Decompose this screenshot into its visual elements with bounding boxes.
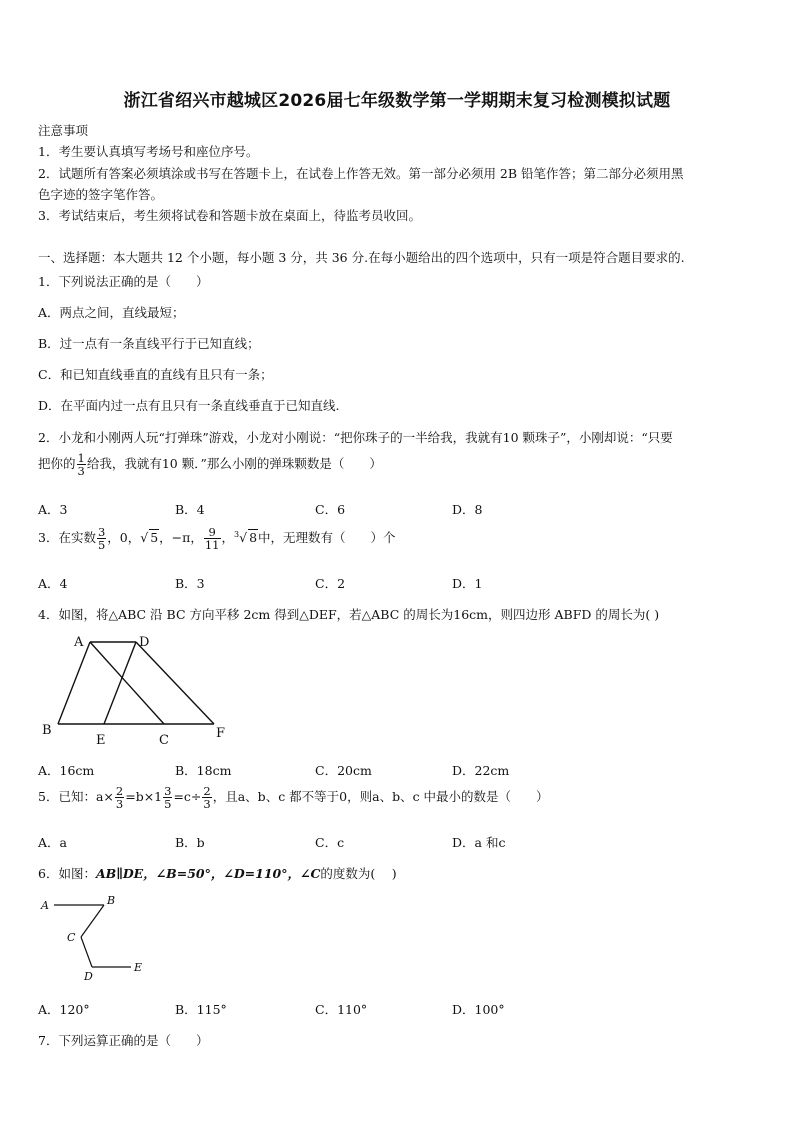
q4-label-c: C (159, 733, 169, 748)
q1-option-c: C．和已知直线垂直的直线有且只有一条； (38, 367, 273, 382)
section-heading: 一、选择题：本大题共 12 个小题，每小题 3 分，共 36 分.在每小题给出的四个选项中，只有一项是符合题目要求的. (38, 250, 685, 265)
q3-frac1-num: 3 (97, 525, 106, 539)
notice-item-3: 3．考试结束后，考生须将试卷和答题卡放在桌面上，待监考员收回。 (38, 208, 421, 223)
q3-zero: ，0， (107, 530, 141, 546)
q6-expression: AB∥DE，∠B=50°，∠D=110°，∠C (95, 866, 321, 881)
q3-pre: 3．在实数 (38, 530, 96, 546)
q3-neg-pi: ，−π， (159, 530, 203, 546)
q5-frac1-den: 3 (115, 797, 124, 812)
q5-fraction-2 (163, 785, 172, 810)
q6-option-a: A．120° (38, 1002, 90, 1017)
q1-stem: 1．下列说法正确的是（ ） (38, 274, 209, 289)
q3-frac2-den: 11 (204, 538, 220, 553)
q4-label-b: B (42, 723, 52, 738)
q3-sqrt-sign: √ (140, 530, 149, 546)
q4-segment-ac (90, 642, 164, 724)
q4-option-c: C．20cm (315, 763, 372, 778)
q4-option-a: A．16cm (38, 763, 95, 778)
q1-option-b: B．过一点有一条直线平行于已知直线； (38, 336, 260, 351)
q6-segment-cd (81, 937, 92, 967)
q4-label-d: D (139, 635, 150, 650)
q4-segment-de (104, 642, 136, 724)
q4-stem: 4．如图，将△ABC 沿 BC 方向平移 2cm 得到△DEF，若△ABC 的周长为16cm，则四边形 ABFD 的周长为( ) (38, 607, 660, 622)
q2-fraction (77, 452, 86, 477)
notice-heading: 注意事项 (38, 123, 89, 138)
q3-option-b: B．3 (175, 576, 205, 591)
q2-option-c: C．6 (315, 502, 346, 517)
q5-fraction-1 (115, 785, 124, 810)
q5-frac2-den: 5 (164, 797, 172, 812)
q2-line1: 2．小龙和小刚两人玩“打弹珠”游戏，小龙对小刚说：“把你珠子的一半给我，我就有10 颗珠子”，小刚却说：“只要 (38, 430, 673, 445)
q5-option-a: A．a (38, 835, 67, 850)
q5-fraction-3 (202, 785, 211, 810)
q3-fraction-2 (204, 526, 221, 551)
q5-mid2: =c÷ (173, 789, 202, 805)
q3-option-a: A．4 (38, 576, 68, 591)
q6-stem (38, 864, 397, 882)
q5-post: ，且a、b、c 都不等于0，则a、b、c 中最小的数是（ ） (212, 789, 549, 805)
q4-label-f: F (216, 726, 226, 741)
q6-post: 的度数为( ) (320, 866, 397, 881)
q5-stem (38, 785, 549, 810)
q6-label-b: B (107, 894, 116, 907)
q3-stem: 3．在实数 $\frac{3}{5}$ ，0，√ 5，−π， $\frac{9}{11}$ ，$^3$√ 8中，无理数有（ ）个 (38, 525, 396, 553)
q6-option-b: B．115° (175, 1002, 227, 1017)
q4-label-a: A (74, 635, 84, 650)
q3-post: 中，无理数有（ ）个 (258, 530, 396, 546)
q5-pre: 5．已知：a× (38, 789, 114, 805)
q2-option-b: B．4 (175, 502, 205, 517)
q2-option-a: A．3 (38, 502, 68, 517)
q3-frac2-num: 9 (204, 526, 221, 539)
q2-line2-pre: 把你的 (38, 456, 76, 472)
page-title: 浙江省绍兴市越城区2026届七年级数学第一学期期末复习检测模拟试题 (123, 91, 671, 111)
q6-pre: 6．如图： (38, 866, 96, 881)
q3-cbrt-index: 3 (234, 529, 240, 539)
q1-option-a: A．两点之间，直线最短； (38, 305, 185, 320)
q4-label-e: E (96, 733, 106, 748)
q3-cbrt-value: 8 (249, 530, 258, 546)
q5-frac3-den: 3 (203, 797, 211, 812)
q6-segment-bc (81, 905, 104, 937)
q3-sqrt-value: 5 (150, 530, 159, 546)
notice-item-2-cont: 色字迹的签字笔作答。 (38, 187, 164, 202)
q2-line2-post: 给我，我就有10 颗．”那么小刚的弹珠颗数是（ ） (86, 456, 382, 472)
q7-stem: 7．下列运算正确的是（ ） (38, 1033, 209, 1048)
q4-option-b: B．18cm (175, 763, 232, 778)
q4-segment-ab (58, 642, 90, 724)
q2-frac-den: 3 (77, 464, 85, 479)
q2-frac-num: 1 (77, 451, 85, 465)
q3-option-d: D．1 (452, 576, 483, 591)
q4-segment-df (136, 642, 214, 724)
q6-option-d: D．100° (452, 1002, 505, 1017)
q5-option-b: B．b (175, 835, 205, 850)
q5-option-d: D．a 和c (452, 835, 506, 850)
q6-label-d: D (84, 970, 93, 983)
q4-figure (38, 630, 238, 750)
notice-item-1: 1．考生要认真填写考场号和座位序号。 (38, 144, 259, 159)
notice-item-2: 2．试题所有答案必须填涂或书写在答题卡上，在试卷上作答无效。第一部分必须用 2B 铅笔作答；第二部分必须用黑 (38, 166, 684, 181)
q3-cbrt-sign: √ (239, 530, 248, 546)
q1-option-d: D．在平面内过一点有且只有一条直线垂直于已知直线. (38, 398, 340, 413)
q5-frac2-num: 3 (164, 784, 172, 798)
q6-label-e: E (134, 961, 143, 974)
q3-frac1-den: 5 (97, 538, 106, 553)
q5-option-c: C．c (315, 835, 345, 850)
q5-frac1-num: 2 (115, 784, 124, 798)
q2-line2 (38, 452, 382, 477)
q5-frac3-num: 2 (203, 784, 211, 798)
q6-figure (36, 892, 156, 984)
q5-mid1: =b×1 (125, 789, 163, 805)
q6-label-c: C (67, 931, 76, 944)
q3-fraction-1 (97, 526, 106, 551)
q2-option-d: D．8 (452, 502, 483, 517)
q3-option-c: C．2 (315, 576, 346, 591)
q6-option-c: C．110° (315, 1002, 368, 1017)
q4-option-d: D．22cm (452, 763, 510, 778)
q6-label-a: A (41, 899, 49, 912)
